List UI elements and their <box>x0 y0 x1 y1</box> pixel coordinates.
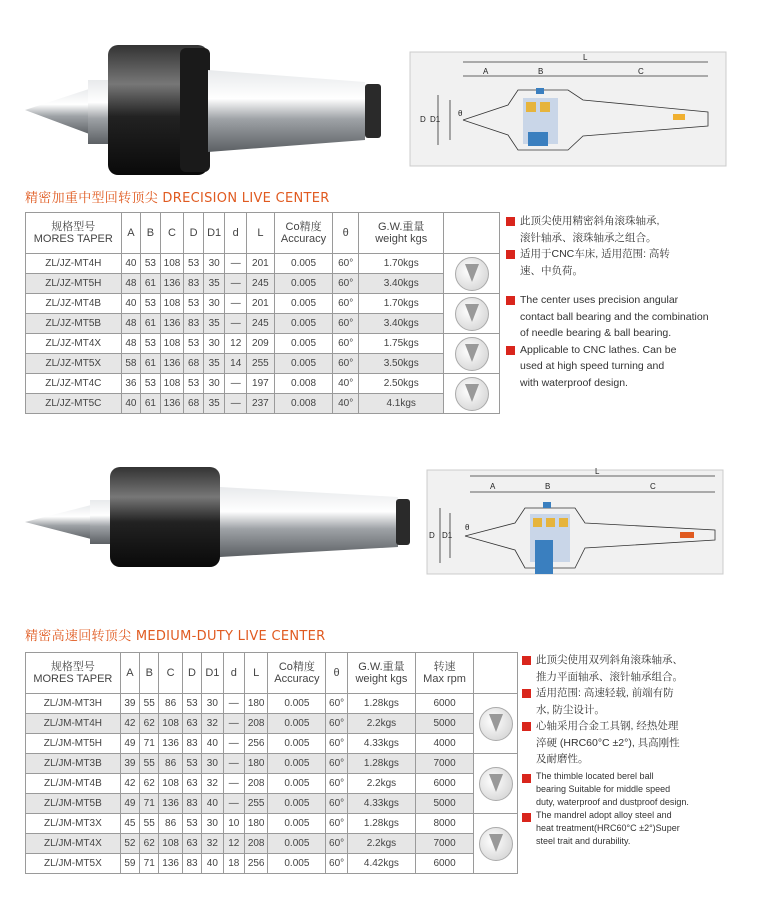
table-cell: ZL/JM-MT4X <box>26 834 121 854</box>
table-cell: 55 <box>140 814 159 834</box>
table-cell: 60° <box>333 334 359 354</box>
table-cell: 136 <box>160 314 184 334</box>
table-cell: ZL/JZ-MT4B <box>26 294 122 314</box>
table-row <box>26 334 500 354</box>
table-cell: 83 <box>182 794 201 814</box>
table-row <box>26 394 500 414</box>
spec-table-2 <box>25 652 518 874</box>
table-cell: 58 <box>121 354 141 374</box>
tip-thumbnail-cell <box>474 814 518 874</box>
table-cell: — <box>223 794 244 814</box>
col-theta: θ <box>326 653 347 694</box>
table-cell: 237 <box>247 394 275 414</box>
table-row <box>26 854 518 874</box>
table-cell: ZL/JZ-MT4X <box>26 334 122 354</box>
table-cell: ZL/JZ-MT5H <box>26 274 122 294</box>
table-cell: 60° <box>326 774 347 794</box>
dim-label-b: B <box>545 482 551 491</box>
table-cell: 208 <box>244 714 267 734</box>
table-cell: 7000 <box>416 834 474 854</box>
table-cell: 40 <box>121 394 141 414</box>
col-c: C <box>160 213 184 254</box>
tip-thumbnail-icon <box>455 257 489 291</box>
section2-title: 精密高速回转顶尖 MEDIUM-DUTY LIVE CENTER <box>25 629 326 644</box>
table-cell: ZL/JZ-MT4H <box>26 254 122 274</box>
table-cell: 40 <box>202 734 223 754</box>
table-cell: 2.2kgs <box>347 714 415 734</box>
table-cell: 30 <box>202 814 223 834</box>
table-cell: 180 <box>244 814 267 834</box>
table-cell: — <box>223 754 244 774</box>
col-model: 规格型号 MORES TAPER <box>26 213 122 254</box>
table-cell: — <box>223 694 244 714</box>
table-cell: — <box>223 774 244 794</box>
table-cell: 53 <box>141 294 161 314</box>
table-row <box>26 694 518 714</box>
table-cell: — <box>223 734 244 754</box>
table-cell: 1.28kgs <box>347 814 415 834</box>
table-cell: ZL/JM-MT5X <box>26 854 121 874</box>
tip-thumbnail-icon <box>455 297 489 331</box>
table-cell: 36 <box>121 374 141 394</box>
table-cell: 48 <box>121 334 141 354</box>
table-cell: — <box>225 314 247 334</box>
table-cell: 60° <box>326 854 347 874</box>
table-cell: 32 <box>202 714 223 734</box>
note-1-zh-a: 此顶尖使用精密斜角滚珠轴承, 滚针轴承、滚珠轴承之组合。 <box>506 213 736 246</box>
col-d: D <box>182 653 201 694</box>
dim-label-c: C <box>638 67 644 76</box>
table-cell: 0.005 <box>268 834 326 854</box>
table-cell: 1.70kgs <box>359 254 444 274</box>
col-accuracy: Co精度 Accuracy <box>268 653 326 694</box>
table-cell: 40° <box>333 394 359 414</box>
table-cell: — <box>225 294 247 314</box>
dim-label-b: B <box>538 67 544 76</box>
table-cell: 3.50kgs <box>359 354 444 374</box>
table-cell: 2.2kgs <box>347 774 415 794</box>
table-cell: 53 <box>184 254 204 274</box>
spec-table-1 <box>25 212 500 414</box>
table-cell: 30 <box>202 694 223 714</box>
note-2-zh-c: 心轴采用合金工具钢, 经热处理 淬硬 (HRC60°C ±2°), 具高刚性 及耐磨性。 <box>522 718 747 768</box>
table-cell: 108 <box>159 834 182 854</box>
table-cell: 53 <box>141 374 161 394</box>
table-cell: 8000 <box>416 814 474 834</box>
dim-label-theta: θ <box>465 523 470 532</box>
table-cell: 12 <box>225 334 247 354</box>
table-cell: 61 <box>141 354 161 374</box>
dim-label-d1: D1 <box>430 115 441 124</box>
table-cell: 2.2kgs <box>347 834 415 854</box>
tip-thumbnail-icon <box>479 707 513 741</box>
table-cell: 71 <box>140 794 159 814</box>
table-cell: 30 <box>203 334 225 354</box>
spec-table-1-header <box>26 213 500 254</box>
table-row <box>26 374 500 394</box>
table-cell: 60° <box>333 354 359 374</box>
table-cell: ZL/JM-MT5H <box>26 734 121 754</box>
tip-thumbnail-cell <box>444 334 500 374</box>
table-cell: 83 <box>184 314 204 334</box>
table-cell: 136 <box>159 854 182 874</box>
table-cell: 60° <box>326 694 347 714</box>
note-2-en-b: The mandrel adopt alloy steel and heat treatment(HRC60°C ±2°)Super steel trait and durability. <box>522 809 747 848</box>
table-row <box>26 754 518 774</box>
table-cell: 71 <box>140 854 159 874</box>
col-rpm: 转速 Max rpm <box>416 653 474 694</box>
table-cell: 136 <box>160 394 184 414</box>
dim-label-l: L <box>583 53 588 62</box>
table-cell: — <box>225 254 247 274</box>
table-cell: 256 <box>244 734 267 754</box>
table-cell: 60° <box>333 274 359 294</box>
table-cell: 62 <box>140 774 159 794</box>
table-cell: 39 <box>120 754 139 774</box>
table-row <box>26 714 518 734</box>
col-l: L <box>247 213 275 254</box>
dim-label-a: A <box>483 67 489 76</box>
table-cell: 245 <box>247 274 275 294</box>
table-cell: 35 <box>203 274 225 294</box>
table-cell: 40 <box>202 854 223 874</box>
table-cell: 60° <box>326 714 347 734</box>
table-cell: — <box>225 274 247 294</box>
table-cell: 53 <box>184 374 204 394</box>
table-cell: 3.40kgs <box>359 314 444 334</box>
table-cell: 40° <box>333 374 359 394</box>
table-cell: 49 <box>120 734 139 754</box>
tip-thumbnail-cell <box>444 254 500 294</box>
table-cell: 7000 <box>416 754 474 774</box>
table-cell: 136 <box>160 274 184 294</box>
table-cell: 201 <box>247 254 275 274</box>
table-cell: 60° <box>333 254 359 274</box>
tip-thumbnail-icon <box>479 827 513 861</box>
table-row <box>26 274 500 294</box>
table-cell: ZL/JM-MT4B <box>26 774 121 794</box>
table-cell: 68 <box>184 394 204 414</box>
table-cell: 14 <box>225 354 247 374</box>
table-cell: 0.005 <box>274 354 333 374</box>
table-cell: 6000 <box>416 774 474 794</box>
tip-thumbnail-cell <box>474 754 518 814</box>
table-cell: 0.005 <box>274 334 333 354</box>
table-cell: 32 <box>202 774 223 794</box>
table-cell: 108 <box>159 774 182 794</box>
table-cell: 0.005 <box>268 794 326 814</box>
table-cell: 86 <box>159 814 182 834</box>
table-cell: 136 <box>159 794 182 814</box>
table-cell: 0.005 <box>274 314 333 334</box>
table-cell: 1.75kgs <box>359 334 444 354</box>
col-b: B <box>140 653 159 694</box>
col-weight: G.W.重量 weight kgs <box>359 213 444 254</box>
table-cell: 0.005 <box>268 694 326 714</box>
table-cell: 86 <box>159 694 182 714</box>
col-small-d: d <box>223 653 244 694</box>
table-cell: 32 <box>202 834 223 854</box>
table-cell: 136 <box>159 734 182 754</box>
col-l: L <box>244 653 267 694</box>
table-cell: 0.005 <box>274 274 333 294</box>
col-c: C <box>159 653 182 694</box>
table-cell: ZL/JM-MT3H <box>26 694 121 714</box>
table-cell: 60° <box>333 314 359 334</box>
table-cell: 53 <box>141 254 161 274</box>
table-cell: 35 <box>203 354 225 374</box>
table-cell: 63 <box>182 834 201 854</box>
table-cell: 59 <box>120 854 139 874</box>
table-cell: 83 <box>182 854 201 874</box>
table-cell: 1.28kgs <box>347 694 415 714</box>
table-cell: 53 <box>182 754 201 774</box>
table-cell: 0.005 <box>268 854 326 874</box>
table-cell: 108 <box>160 374 184 394</box>
table-cell: 83 <box>182 734 201 754</box>
table-cell: 53 <box>184 294 204 314</box>
dim-label-c: C <box>650 482 656 491</box>
dim-label-a: A <box>490 482 496 491</box>
table-cell: 60° <box>326 834 347 854</box>
table-cell: 60° <box>326 754 347 774</box>
table-cell: 62 <box>140 714 159 734</box>
table-cell: 63 <box>182 774 201 794</box>
table-cell: 68 <box>184 354 204 374</box>
dim-label-d1: D1 <box>442 531 453 540</box>
table-cell: 71 <box>140 734 159 754</box>
tip-thumbnail-cell <box>444 294 500 334</box>
table-cell: 108 <box>160 334 184 354</box>
table-cell: 197 <box>247 374 275 394</box>
table-cell: 86 <box>159 754 182 774</box>
table-cell: — <box>225 394 247 414</box>
table-cell: 53 <box>182 694 201 714</box>
table-cell: 6000 <box>416 854 474 874</box>
table-cell: 48 <box>121 314 141 334</box>
table-cell: 256 <box>244 854 267 874</box>
notes-1 <box>506 213 736 391</box>
table-row <box>26 294 500 314</box>
col-d1: D1 <box>202 653 223 694</box>
table-cell: 4.33kgs <box>347 794 415 814</box>
table-cell: 4.33kgs <box>347 734 415 754</box>
table-cell: 12 <box>223 834 244 854</box>
col-accuracy: Co精度 Accuracy <box>274 213 333 254</box>
table-cell: 53 <box>141 334 161 354</box>
table-cell: 40 <box>121 294 141 314</box>
col-model: 规格型号 MORES TAPER <box>26 653 121 694</box>
cross-section-drawing-2 <box>425 468 725 576</box>
note-2-zh-a: 此顶尖使用双列斜角滚珠轴承、 推力平面轴承、滚针轴承组合。 <box>522 652 747 685</box>
table-cell: ZL/JZ-MT5X <box>26 354 122 374</box>
table-cell: 209 <box>247 334 275 354</box>
table-cell: 30 <box>202 754 223 774</box>
table-row <box>26 794 518 814</box>
table-cell: 40 <box>202 794 223 814</box>
dim-label-d: D <box>420 115 426 124</box>
col-d1: D1 <box>203 213 225 254</box>
table-cell: 208 <box>244 774 267 794</box>
note-1-en-b: Applicable to CNC lathes. Can be used at high speed turning and with waterproof design. <box>506 342 736 392</box>
spec-table-2-header <box>26 653 518 694</box>
tip-thumbnail-icon <box>455 337 489 371</box>
table-row <box>26 774 518 794</box>
table-cell: 5000 <box>416 794 474 814</box>
table-cell: 35 <box>203 314 225 334</box>
table-cell: 6000 <box>416 694 474 714</box>
col-weight: G.W.重量 weight kgs <box>347 653 415 694</box>
table-cell: 5000 <box>416 714 474 734</box>
table-cell: 245 <box>247 314 275 334</box>
table-cell: 53 <box>182 814 201 834</box>
table-cell: 60° <box>326 794 347 814</box>
col-theta: θ <box>333 213 359 254</box>
table-cell: 4000 <box>416 734 474 754</box>
table-cell: 0.005 <box>274 254 333 274</box>
table-cell: 4.1kgs <box>359 394 444 414</box>
table-cell: ZL/JM-MT3B <box>26 754 121 774</box>
table-cell: 1.28kgs <box>347 754 415 774</box>
table-cell: 2.50kgs <box>359 374 444 394</box>
col-image <box>444 213 500 254</box>
table-cell: 61 <box>141 394 161 414</box>
dim-label-d: D <box>429 531 435 540</box>
table-cell: 0.005 <box>268 814 326 834</box>
table-cell: 0.005 <box>268 774 326 794</box>
table-cell: 60° <box>333 294 359 314</box>
table-cell: 39 <box>120 694 139 714</box>
table-cell: 61 <box>141 314 161 334</box>
table-cell: 18 <box>223 854 244 874</box>
table-cell: 108 <box>160 294 184 314</box>
table-cell: 42 <box>120 714 139 734</box>
note-2-en-a: The thimble located berel ball bearing Suitable for middle speed duty, waterproof and dustproof design. <box>522 770 747 809</box>
table-cell: 0.005 <box>274 294 333 314</box>
col-d: D <box>184 213 204 254</box>
table-cell: ZL/JM-MT3X <box>26 814 121 834</box>
table-cell: 40 <box>121 254 141 274</box>
table-cell: 35 <box>203 394 225 414</box>
tip-thumbnail-icon <box>455 377 489 411</box>
table-cell: 208 <box>244 834 267 854</box>
table-cell: 0.008 <box>274 394 333 414</box>
col-a: A <box>121 213 141 254</box>
dim-label-theta: θ <box>458 109 463 118</box>
table-cell: ZL/JM-MT5B <box>26 794 121 814</box>
cross-section-drawing-1 <box>408 50 728 168</box>
table-cell: — <box>223 714 244 734</box>
table-cell: 1.70kgs <box>359 294 444 314</box>
table-cell: 42 <box>120 774 139 794</box>
table-cell: 63 <box>182 714 201 734</box>
table-cell: 108 <box>159 714 182 734</box>
table-cell: 55 <box>140 694 159 714</box>
table-cell: 180 <box>244 694 267 714</box>
col-image <box>474 653 518 694</box>
note-2-zh-b: 适用范围: 高速轻载, 前端有防 水, 防尘设计。 <box>522 685 747 718</box>
table-row <box>26 354 500 374</box>
table-cell: 52 <box>120 834 139 854</box>
col-a: A <box>120 653 139 694</box>
note-1-zh-b: 适用于CNC车床, 适用范围: 高转 速、中负荷。 <box>506 246 736 279</box>
table-cell: 108 <box>160 254 184 274</box>
notes-2 <box>522 652 747 848</box>
table-cell: 30 <box>203 294 225 314</box>
table-cell: 136 <box>160 354 184 374</box>
col-small-d: d <box>225 213 247 254</box>
table-cell: 48 <box>121 274 141 294</box>
table-cell: ZL/JZ-MT5C <box>26 394 122 414</box>
live-center-photo-1 <box>20 40 395 185</box>
live-center-photo-2 <box>20 462 410 572</box>
table-cell: ZL/JM-MT4H <box>26 714 121 734</box>
table-cell: 55 <box>140 754 159 774</box>
table-cell: 49 <box>120 794 139 814</box>
table-cell: 0.008 <box>274 374 333 394</box>
table-cell: ZL/JZ-MT4C <box>26 374 122 394</box>
table-row <box>26 734 518 754</box>
table-cell: 10 <box>223 814 244 834</box>
col-b: B <box>141 213 161 254</box>
table-cell: 30 <box>203 374 225 394</box>
table-row <box>26 834 518 854</box>
table-cell: 60° <box>326 814 347 834</box>
table-cell: — <box>225 374 247 394</box>
table-row <box>26 814 518 834</box>
tip-thumbnail-cell <box>474 694 518 754</box>
table-cell: 180 <box>244 754 267 774</box>
note-1-en-a: The center uses precision angular contact ball bearing and the combination of needle bearing & ball bearing. <box>506 292 736 342</box>
table-cell: 201 <box>247 294 275 314</box>
table-cell: 0.005 <box>268 734 326 754</box>
table-cell: 60° <box>326 734 347 754</box>
table-row <box>26 254 500 274</box>
tip-thumbnail-icon <box>479 767 513 801</box>
table-cell: 30 <box>203 254 225 274</box>
table-cell: 4.42kgs <box>347 854 415 874</box>
table-cell: 0.005 <box>268 754 326 774</box>
tip-thumbnail-cell <box>444 374 500 414</box>
table-row <box>26 314 500 334</box>
table-cell: 53 <box>184 334 204 354</box>
table-cell: 255 <box>247 354 275 374</box>
table-cell: 62 <box>140 834 159 854</box>
table-cell: 83 <box>184 274 204 294</box>
table-cell: 61 <box>141 274 161 294</box>
table-cell: 3.40kgs <box>359 274 444 294</box>
table-cell: ZL/JZ-MT5B <box>26 314 122 334</box>
section1-title: 精密加重中型回转顶尖 DRECISION LIVE CENTER <box>25 191 330 206</box>
table-cell: 255 <box>244 794 267 814</box>
table-cell: 45 <box>120 814 139 834</box>
table-cell: 0.005 <box>268 714 326 734</box>
dim-label-l: L <box>595 468 600 476</box>
